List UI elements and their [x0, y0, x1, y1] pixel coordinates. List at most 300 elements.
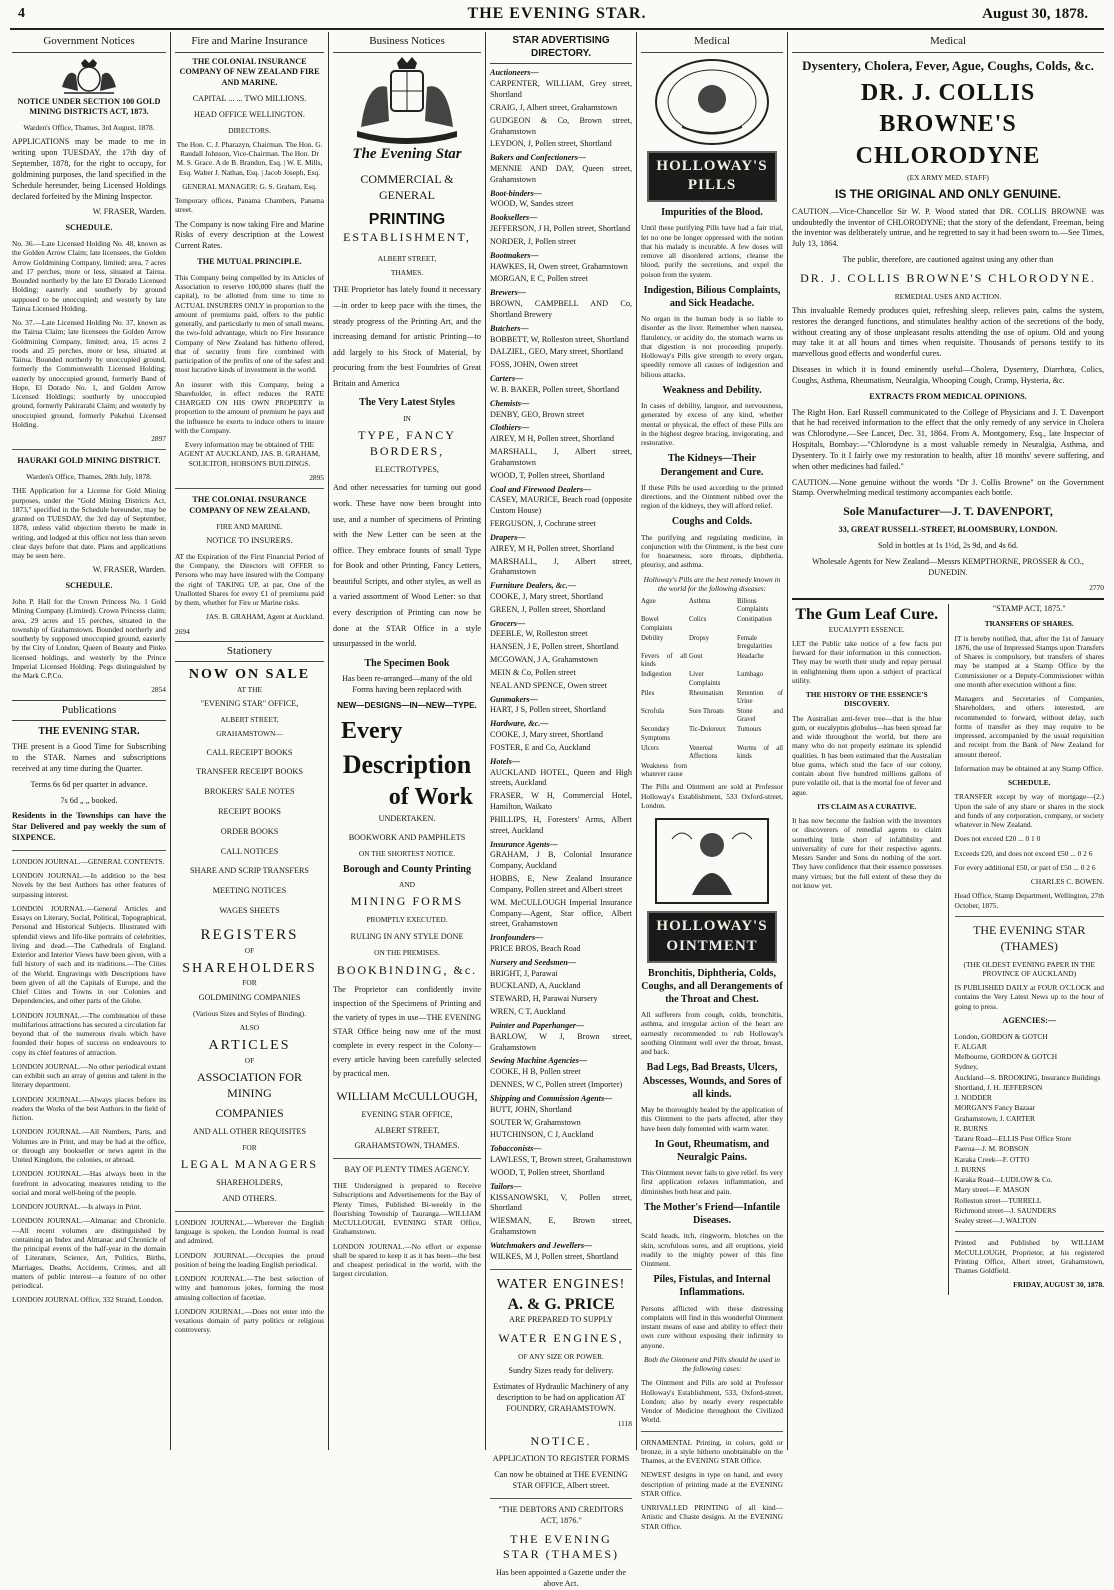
information: Information may be obtained at any Stamp Office.	[954, 763, 1104, 773]
street: ALBERT STREET,	[377, 253, 437, 263]
disease-item: Rheumatism	[689, 689, 724, 697]
remedy-body: Persons afflicted with these distressing complaints will find in this wonderful Ointment instant means of ease and ability to effect their own cure without exposing their infirmity to anyone.	[641, 1303, 783, 1350]
directory-category: Tailors—	[490, 1181, 522, 1191]
directory-category: Boot-binders—	[490, 188, 542, 198]
column-government-notices	[12, 32, 166, 1452]
directory-entry: HAWKES, H, Owen street, Grahamstown	[490, 261, 628, 271]
disease-item: Weakness from whatever cause	[641, 762, 687, 779]
bay-title: BAY OF PLENTY TIMES AGENCY.	[344, 1165, 470, 1175]
remedy-body: The purifying and regulating medicine, in conjunction with the Ointment, is the best cure for hoarseness, sore throats, diphtheria, pleurisy, and asthma.	[641, 532, 783, 570]
directors-list: The Hon. C. J. Pharazyn, Chairman. The Hon. G. Randall Johnson, Vice-Chairman. The Hon. Dr M. S. Grace. A de B. Brandon, Esq. | W. E. Mills, Esq. Walter J. Nathan, Esq. | Jacob Joseph, Esq.	[176, 139, 323, 177]
ad-number: 2770	[1089, 583, 1104, 593]
ointment-banner: HOLLOWAY'S OINTMENT	[647, 911, 777, 963]
directory-entry: COOKE, J, Mary street, Shortland	[490, 730, 604, 740]
published: IS PUBLISHED DAILY at FOUR O'CLOCK and contains the Very Latest News up to the hour of going to press.	[954, 983, 1104, 1011]
companies: COMPANIES	[215, 1106, 284, 1121]
caution-body: CAUTION.—Vice-Chancellor Sir W. P. Wood stated that DR. COLLIS BROWNE was undoubtedly the inventor of CHLORODYNE; that the story of the defendant, Freeman, being the inventor was deliberately untrue, and he regretted to say it had been sworn to.—See Times, July 13, 1864.	[792, 206, 1104, 249]
head-office: Head Office, Stamp Department, Wellington, 27th October, 1875.	[954, 891, 1104, 910]
capital: CAPITAL ... ... TWO MILLIONS.	[192, 94, 307, 103]
extracts-body: The Right Hon. Earl Russell communicated to the College of Physicians and J. T. Davenport that he had received information to the effect that the only remedy of any service in Cholera was Chlorodyne.—See Lancet, Dec. 31, 1864. From A. Montgomery, Esq., late Inspector of Hospitals, Bombay:—"Chlorodyne is a most valuable remedy in Neuralgia, Asthma, and Dysentery. To it I fairly owe my restoration to health, after 18 months' severe suffering, and when other medicines had failed."	[792, 407, 1104, 471]
schedule-item: No. 37.—Late Licensed Holding No. 37, known as the Tairua Claim; late licensees the Golden Arrow Goldmining Company, limited; area, 15 acres 2 roods and 25 perches, more or less, situated at Tairua. Bounded northerly by unoccupied ground, formerly the Commonwealth Licensed Holding; easterly by unoccupied ground, formerly Band of Hope, El Dorado No. 1, and Golden Arrow Licensed Holdings; southerly by unoccupied ground, formerly Pakirarahi Claim; and westerly by unoccupied ground, formerly Pukehui Licensed Holding.	[12, 318, 166, 429]
ad-number: 2694	[175, 626, 190, 636]
divider	[175, 1211, 324, 1212]
directory-category: Clothiers—	[490, 423, 530, 433]
notice-title: HAURAKI GOLD MINING DISTRICT.	[17, 456, 161, 466]
disease-item: Liver Complaints	[689, 671, 721, 687]
agency-item: Rolleston street—TURRELL	[954, 1195, 1042, 1205]
directory-entry: MEIN & Co, Pollen street	[490, 667, 576, 677]
holloway-ointment-engraving-icon	[652, 815, 772, 907]
agency-item: Karaka Road—LUDLOW & Co.	[954, 1175, 1053, 1185]
mining-forms: MINING FORMS	[350, 894, 464, 909]
agency-item: London, GORDON & GOTCH	[954, 1031, 1048, 1041]
ad-number: 1118	[617, 1419, 632, 1429]
directory-entry: MCGOWAN, J A, Grahamstown	[490, 655, 599, 665]
coat-of-arms-icon	[347, 57, 467, 143]
column-business-notices	[333, 32, 481, 1452]
electrotypes-heading: ELECTROTYPES,	[375, 464, 439, 474]
printing-heading: PRINTING	[368, 210, 446, 228]
directory-category: Gunmakers—	[490, 694, 538, 704]
divider	[12, 449, 166, 450]
directory-category: Brewers—	[490, 288, 526, 298]
ad-number: 2897	[151, 434, 166, 444]
estimates: Estimates of Hydraulic Machinery of any description to be had on application AT FOUNDRY, GRAHAMSTOWN.	[493, 1381, 629, 1413]
directory-entry: NEAL AND SPENCE, Owen street	[490, 680, 607, 690]
now-on-sale: NOW ON SALE	[188, 667, 311, 683]
agency-item: Shortland, J. H. JEFFERSON	[954, 1082, 1043, 1092]
journal-ad: LONDON JOURNAL.—Almanac and Chronicle.—All recent volumes are distinguished by containing an Index and Almanac and Chronicle of the principal events of the half-year in the domain of Literature, Science, Art, Politics, Births, Marriages, Deaths, Accidents, Crimes, and all matters of public interest—a feature of no other periodical.	[12, 1216, 166, 1291]
price-title: A. & G. PRICE	[507, 1296, 615, 1313]
agency-item: Karaka Creek—F. OTTO	[954, 1154, 1030, 1164]
disease-item: Ague	[641, 598, 656, 606]
remedy-heading: Indigestion, Bilious Complaints, and Sick Headache.	[643, 284, 781, 309]
divider	[490, 1498, 632, 1499]
gum-body: LET the Public take notice of a few facts put forward for their information in this connection. They may be worth their study and repay perusal in enlightening them upon a subject of practical utility.	[792, 638, 942, 685]
agency-item: J. NODDER	[954, 1093, 992, 1103]
inner-divider	[948, 604, 949, 1295]
ad-number: 2895	[309, 472, 324, 482]
sale-item: SHARE AND SCRIP TRANSFERS	[190, 866, 309, 876]
ad-number: 2854	[151, 685, 166, 695]
directory-entry: AIREY, M H, Pollen street, Shortland	[490, 543, 615, 553]
agency-item: F. ALGAR	[954, 1041, 987, 1051]
column-divider	[328, 32, 329, 1450]
directory-category: Sewing Machine Agencies—	[490, 1056, 588, 1066]
specimen-body: Has been re-arranged—many of the old Forms having been replaced with	[342, 673, 472, 694]
claim-body: It has now become the fashion with the inventors or discoverers of remedial agents to claim something little short of infallibility and universality of cure for their respective agents. Messrs Sander and Sons do nothing of the sort. They have confidence that their essence possesses many virtues; but the full extent of these they do not know yet.	[792, 816, 942, 890]
directory-entry: COOKE, H B, Pollen street	[490, 1067, 581, 1077]
directory-category: Furniture Dealers, &c.—	[490, 581, 576, 591]
disease-item: Indigestion	[641, 671, 672, 679]
word-for: FOR	[242, 978, 257, 988]
directory-entry: FRASER, W H, Commercial Hotel, Hamilton, Waikato	[490, 791, 632, 812]
section-header: Medical	[641, 32, 783, 53]
notice-body: APPLICATIONS may be made to me in writing upon TUESDAY, the 17th day of September, 1878, for the right to occupy, for goldmining purposes, the land specified in the Schedule hereunder, being Licensed Holdings declared forfeited by the Mining Inspector.	[12, 137, 166, 201]
owner-town: GRAHAMSTOWN, THAMES.	[354, 1141, 460, 1151]
column-insurance	[175, 32, 324, 1452]
history-body: The Australian anti-fever tree—that is the blue gum, or eucalyptus globulus—has been spread far and wide throughout the world, but there are many who do not properly estimate its splendid qualities. It has been estimated that the Australian blue gums, which stud the face of our colony, contain about five hundred millions gallons of pure volatile oil, that is the mortal foe of fever and ague.	[792, 713, 942, 797]
journal-ad: LONDON JOURNAL.—In addition to the best Novels by the best Authors has other features of surpassing interest.	[12, 871, 166, 899]
disease-item: Piles	[641, 689, 655, 697]
disease-item: Headache	[737, 653, 764, 661]
bay-body: THE Undersigned is prepared to Receive Subscriptions and Advertisements for the Bay of Plenty Times, Published Bi-weekly in the flourishing Township of Tauranga.—WILLIAM McCULLOUGH, EVENING STAR Office, Grahamstown.	[333, 1181, 481, 1237]
office-name: "EVENING STAR" OFFICE,	[200, 699, 299, 709]
schedule-heading: SCHEDULE.	[65, 223, 113, 233]
section-header: Publications	[12, 700, 166, 722]
directory-entry: BOBBETT, W, Rolleston street, Shortland	[490, 334, 629, 344]
journal-ad: LONDON JOURNAL.—Always places before its readers the Works of the best Authors in the field of fiction.	[12, 1094, 166, 1123]
journal-ad: LONDON JOURNAL.—The best selection of witty and humorous jokes, forming the most amusing collection of facetiae.	[175, 1274, 324, 1302]
directory-category: Bootmakers—	[490, 250, 539, 260]
page-number: 4	[18, 6, 25, 21]
water-engines-title: WATER ENGINES!	[496, 1276, 626, 1292]
disease-item: Fevers of all kinds	[641, 653, 687, 669]
remedy-heading: Piles, Fistulas, and Internal Inflammations.	[653, 1274, 771, 1299]
sole-manufacturer: Sole Manufacturer—J. T. DAVENPORT,	[843, 504, 1053, 519]
wholesale-agents: Wholesale Agents for New Zealand—Messrs KEMPTHORNE, PROSSER & CO., DUNEDIN.	[812, 556, 1084, 577]
sale-item: BROKERS' SALE NOTES	[204, 787, 295, 797]
agency-item: Grahamstown, J. CARTER	[954, 1113, 1035, 1123]
description-heading: Description	[342, 750, 472, 780]
directory-entry: DALZIEL, GEO, Mary street, Shortland	[490, 347, 624, 357]
printing-body: THE Proprietor has lately found it necessary—in order to keep pace with the times, the steady progress of the Printing Art, and the increasing demand for artistic Printing—to add largely to his Stock of Material, by procuring from the best Foundries of Great Britain and America	[333, 285, 481, 388]
directory-entry: MORGAN, E C, Pollen street	[490, 274, 588, 284]
signature: JAS. B. GRAHAM, Agent at Auckland.	[205, 612, 324, 622]
remedy-body: Until these purifying Pills have had a fair trial, let no one be longer oppressed with the notion that his malady is incurable. A few doses will remove all disordered actions, cleanse the blood, purify the secretions, and expel the poison from the system.	[641, 223, 783, 279]
gum-title: The Gum Leaf Cure.	[795, 605, 939, 623]
journal-ad: LONDON JOURNAL.—The combination of these multifarious attractions has secured a circulation far beyond that of the numerous rivals which have founded their hopes of success on endeavours to copy its chief features of attraction.	[12, 1010, 166, 1057]
oldest-note: (THE OLDEST EVENING PAPER IN THE PROVINCE OF AUCKLAND)	[963, 959, 1095, 978]
goldmining: GOLDMINING COMPANIES	[198, 992, 301, 1002]
directory-category: Shipping and Commission Agents—	[490, 1093, 613, 1103]
legal-managers: LEGAL MANAGERS	[180, 1157, 319, 1172]
ruling: RULING IN ANY STYLE DONE	[350, 932, 464, 942]
schedule-item: No. 36.—Late Licensed Holding No. 48, known as the Golden Arrow Claim; late licensees, the Golden Arrow Goldmining Company, limited; area, 7 acres and 17 perches, more or less, situated at Tairua. Bounded northerly by the late El Dorado Licensed Holding; easterly and southerly by ground supposed to be unoccupied; and westerly by late Tairua Licensed Holding.	[12, 239, 166, 313]
directory-entry: COOKE, J, Mary street, Shortland	[490, 591, 604, 601]
directory-category: Watchmakers and Jewellers—	[490, 1240, 593, 1250]
directory-category: Insurance Agents—	[490, 839, 558, 849]
shareholders-line: SHAREHOLDERS,	[216, 1178, 283, 1188]
directory-category: Tobacconists—	[490, 1144, 542, 1154]
publication-title: THE EVENING STAR.	[38, 726, 140, 738]
directory-entry: LAWLESS, T, Brown street, Grahamstown	[490, 1155, 632, 1165]
owner-street: ALBERT STREET,	[374, 1125, 440, 1135]
column-directory	[490, 32, 632, 1589]
remedy-body: If these Pills be used according to the printed directions, and the Ointment rubbed over the region of the kidneys, they will afford relief.	[641, 482, 783, 511]
mutual-heading: THE MUTUAL PRINCIPLE.	[197, 257, 302, 267]
directory-entry: BUTT, JOHN, Shortland	[490, 1104, 572, 1114]
directory-category: Nursery and Seedsmen—	[490, 957, 576, 967]
terms: Terms 6s 6d per quarter in advance.	[30, 779, 148, 789]
divider	[12, 850, 166, 851]
lower-right-block	[792, 598, 1104, 1295]
styles-heading: The Very Latest Styles	[359, 397, 455, 409]
divider	[333, 1158, 481, 1159]
company-title: THE COLONIAL INSURANCE COMPANY OF NEW ZEALAND FIRE AND MARINE.	[179, 56, 320, 88]
disease-item: Venereal Affections	[689, 744, 718, 760]
royal-crest-icon	[54, 57, 124, 95]
obtained: Can now be obtained at THE EVENING STAR OFFICE, Albert street.	[494, 1470, 628, 1491]
notice-title: NOTICE.	[530, 1433, 592, 1448]
agency-item: J. BURNS	[954, 1164, 986, 1174]
advertising-directory	[490, 68, 632, 1262]
directory-category: Booksellers—	[490, 213, 538, 223]
sale-item: CALL NOTICES	[220, 846, 279, 856]
directory-entry: FOSTER, E and Co, Auckland	[490, 742, 591, 752]
directory-entry: GREEN, J, Pollen street, Shortland	[490, 604, 606, 614]
directory-category: Hotels—	[490, 756, 521, 766]
eucalypti: EUCALYPTI ESSENCE.	[828, 624, 905, 634]
fire-marine: FIRE AND MARINE.	[216, 521, 283, 531]
notice-title: NOTICE UNDER SECTION 100 GOLD MINING DISTRICTS ACT, 1873.	[17, 96, 161, 117]
directory-category: Chemists—	[490, 398, 530, 408]
sale-item: TRANSFER RECEIPT BOOKS	[196, 767, 303, 777]
word-for: FOR	[242, 1143, 257, 1153]
newest-ad: NEWEST designs in type on hand, and every description of printing made at the EVENING STAR Office.	[641, 1470, 783, 1498]
column-divider	[485, 32, 486, 1450]
paper-name: The Evening Star	[352, 145, 462, 162]
remedy-body: No organ in the human body is so liable to disorder as the liver. Remember when nausea, flatulency, or acidity do, the stomach warns us that digestion is not proceeding properly. Holloway's Pills give strength to every organ, speedily remove all causes of indigestion and bilious attacks.	[641, 314, 783, 379]
imprint-date: FRIDAY, AUGUST 30, 1878.	[1013, 1280, 1104, 1290]
and-others: AND OTHERS.	[222, 1194, 277, 1203]
registers-title: REGISTERS	[200, 926, 299, 943]
directory-entry: MENNIE AND DAY, Queen street, Grahamstown	[490, 164, 632, 184]
notice-heading: NOTICE TO INSURERS.	[206, 536, 293, 546]
agency-item: Mary street—F. MASON	[954, 1185, 1030, 1195]
sold-note: The Ointment and Pills are sold at Professor Holloway's Establishment, 533, Oxford-street, London; also by nearly every respectable Vendor of Medicine throughout the Civilized World.	[641, 1378, 783, 1425]
directory-entry: DENBY, GEO, Brown street	[490, 409, 585, 419]
establishment-heading: ESTABLISHMENT,	[343, 230, 471, 245]
public-caution: The public, therefore, are cautioned against using any other than	[842, 255, 1054, 265]
remedy-heading: The Kidneys—Their Derangement and Cure.	[660, 453, 764, 478]
street: ALBERT STREET,	[220, 715, 279, 725]
commercial-heading: COMMERCIAL & GENERAL	[360, 172, 454, 203]
chlorodyne-brand: DR. J. COLLIS BROWNE'S CHLORODYNE	[855, 79, 1041, 170]
type-heading: TYPE, FANCY BORDERS,	[358, 427, 456, 458]
directory-entry: PRICE BROS, Beach Road	[490, 944, 581, 953]
directory-entry: MARSHALL, J, Albert street, Grahamstown	[490, 447, 632, 467]
town: GRAHAMSTOWN—	[216, 729, 283, 739]
printing-body: The Proprietor can confidently invite inspection of the Specimens of Printing and the variety of types in use—THE EVENING STAR Office being now one of the most complete in every respect in the Colony—every article having been carefully selected by practical men.	[333, 985, 481, 1079]
directory-entry: FERGUSON, J, Cochrane street	[490, 519, 596, 529]
directory-entry: WIESMAN, E, Brown street, Grahamstown	[490, 1216, 632, 1237]
remedy-body: All sufferers from cough, colds, bronchitis, asthma, and irregular action of the heart are earnestly recommended to rub Holloway's soothing Ointment well over the throat, breast, and back.	[641, 1010, 783, 1057]
journal-ad: LONDON JOURNAL.—No other periodical extant can exhibit such an array of genius and talent in the literary department.	[12, 1061, 166, 1090]
journal-ad: LONDON JOURNAL.—Is always in Print.	[12, 1202, 142, 1212]
directory-category: Grocers—	[490, 618, 526, 628]
directory-category: Ironfounders—	[490, 933, 544, 943]
remedy-body: May be thoroughly healed by the application of this Ointment to the parts affected, after they have been duly fomented with warm water.	[641, 1105, 783, 1133]
head-office: HEAD OFFICE WELLINGTON.	[194, 109, 305, 119]
divider	[175, 488, 324, 489]
terms-booked: 7s 6d „ „ booked.	[60, 795, 118, 805]
directory-entry: BUCKLAND, A, Auckland	[490, 981, 581, 991]
managers-body: Managers and Secretaries of Companies, Shareholders, and others interested, are recommended to forward, without delay, such forms of transfer as they may require to be impressed, accompanied by the usual requisition and receipt from the Bank of New Zealand for amount thereof.	[954, 694, 1104, 759]
owner-office: EVENING STAR OFFICE,	[361, 1109, 453, 1119]
word-of: OF	[244, 945, 255, 955]
section-header: Government Notices	[12, 32, 166, 53]
directory-entry: BROWN, CAMPBELL AND Co, Shortland Brewery	[490, 299, 632, 319]
section-header: Business Notices	[333, 32, 481, 53]
directory-category: Drapers—	[490, 532, 526, 542]
disease-item: Sore Throats	[689, 708, 724, 716]
schedule-heading: SCHEDULE.	[65, 581, 113, 591]
journal-ad: LONDON JOURNAL.—Wherever the English language is spoken, the London Journal is read and admired.	[175, 1217, 324, 1246]
sale-item: MEETING NOTICES	[212, 886, 287, 896]
gum-leaf-ad	[792, 604, 942, 1295]
publication-body: THE present is a Good Time for Subscribing to the STAR. Names and subscriptions received at any time during the Quarter.	[12, 742, 166, 773]
brand-line: DR. J. COLLIS BROWNE'S CHLORODYNE.	[800, 270, 1096, 285]
disease-item: Gout	[689, 653, 703, 661]
section-header: Stationery	[175, 641, 324, 663]
insurance-body: The Company is now taking Fire and Marine Risks of every description at the Lowest Current Rates.	[175, 219, 324, 251]
articles-title: ARTICLES	[208, 1038, 291, 1054]
directors-heading: DIRECTORS.	[228, 125, 271, 135]
disease-item: Ulcers	[641, 744, 659, 752]
divider	[641, 1431, 783, 1432]
es-title: THE EVENING STAR (THAMES)	[973, 922, 1086, 953]
directory-entry: GUDGEON & Co, Brown street, Grahamstown	[490, 115, 632, 136]
masthead	[0, 0, 1114, 30]
directory-entry: AIREY, M H, Pollen street, Shortland	[490, 434, 615, 444]
caution-body: CAUTION.—None genuine without the words "Dr J. Collis Browne" on the Government Stamp. Overwhelming medical testimony accompanies each bottle.	[792, 477, 1104, 498]
directory-entry: PHILLIPS, H, Foresters' Arms, Albert street, Auckland	[490, 814, 632, 835]
schedule-item: John P. Hall for the Crown Princess No. 1 Gold Mining Company (Limited). Crown Princess claim; area, 29 acres and 15 perches, situated in the township of Grahamstown. Bounded northerly and southerly by supposed unoccupied ground, easterly by the City of London, Queen of Beauty and Pinko licensed holdings, and westerly by the Prince Imperial Licensed Holding. Pegs distinguished by the Mark C.P.Co.	[12, 597, 166, 681]
extracts-heading: EXTRACTS FROM MEDICAL OPINIONS.	[869, 391, 1027, 401]
disease-item: Scrofula	[641, 708, 665, 716]
company-title: THE COLONIAL INSURANCE COMPANY OF NEW ZEALAND,	[189, 495, 310, 516]
sale-item: WAGES SHEETS	[219, 906, 280, 916]
directory-entry: DEEBLE, W, Rolleston street	[490, 629, 588, 639]
temporary-offices: Temporary offices, Panama Chambers, Panama street.	[175, 196, 324, 215]
directory-entry: GRAHAM, J B, Colonial Insurance Company, Auckland	[490, 850, 632, 871]
journal-ad: LONDON JOURNAL.—General Articles and Essays on Literary, Social, Political, Topographical, Personal and Historical Subjects. Illustrated with splendid views and life-like portraits of celebrities, living and dead.—The Cathedrals of England. Exterior and Interior Views have been given, with a full history of each and its traditions.—The Cities of the World. Engravings with Descriptions have been given of all the Capitals of Europe, and the Chief Cities and Towns in our Colonies and Dependencies, and other parts of the Globe.	[12, 903, 166, 1006]
word-and: AND	[398, 880, 415, 890]
history-heading: THE HISTORY OF THE ESSENCE'S DISCOVERY.	[805, 690, 928, 709]
column-divider	[787, 32, 788, 1450]
town: THAMES.	[390, 268, 424, 278]
agency-item: Tararu Road—ELLIS Post Office Store	[954, 1134, 1072, 1144]
journal-ad: LONDON JOURNAL.—Has always been in the forefront in advocating measures tending to the social and moral well-being of the people.	[12, 1169, 166, 1197]
directory-category: Carters—	[490, 374, 524, 384]
agency-item: Richmond street—J. SAUNDERS	[954, 1205, 1057, 1215]
disease-line: Dysentery, Cholera, Fever, Ague, Coughs, Colds, &c.	[802, 57, 1094, 73]
divider	[955, 1231, 1105, 1232]
directory-entry: AUCKLAND HOTEL, Queen and High streets, Auckland	[490, 767, 632, 788]
promptly: PROMPTLY EXECUTED.	[366, 915, 448, 925]
agency-item: Sealey street—J. WALTON	[954, 1216, 1037, 1226]
disease-item: Colics	[689, 616, 707, 624]
disease-item: Bilious Complaints	[737, 598, 769, 614]
remedial-body: This invaluable Remedy produces quiet, refreshing sleep, relieves pain, calms the system, restores the deranged functions, and stimulates healthy action of the secretions of the body, without creating any of those unpleasant results attending the use of opium. Old and young may take it at all hours and times when requisite. Thousands of persons testify to its marvellous good effects and wonderful cures.	[792, 305, 1104, 359]
remedy-heading: Impurities of the Blood.	[661, 207, 763, 219]
genuine-heading: IS THE ORIGINAL AND ONLY GENUINE.	[834, 186, 1062, 201]
insurance-body: An insurer with this Company, being a Shareholder, in effect reduces the RATE CHARGED ON HIS OWN PROPERTY in proportion to the amount of premium he pays and the influence he exerts to induce others to insure with the Company.	[175, 379, 324, 435]
directory-entry: JEFFERSON, J H, Pollen street, Shortland	[490, 224, 631, 234]
premises: ON THE PREMISES.	[374, 948, 440, 958]
army-note: (EX ARMY MED. STAFF)	[907, 172, 989, 182]
column-medical-holloway	[641, 32, 783, 1531]
of-any-size: OF ANY SIZE OR POWER.	[518, 1351, 604, 1361]
fee-row: For every additional £50, or part of £50 ... 0 2 6	[954, 862, 1096, 872]
directory-entry: FOSS, JOHN, Owen street	[490, 360, 579, 370]
disease-item: Worms of all kinds	[737, 744, 783, 760]
directory-entry: MARSHALL, J, Albert street, Grahamstown	[490, 556, 632, 577]
word-in: IN	[403, 413, 411, 423]
directory-entry: BARLOW, W J, Brown street, Grahamstown	[490, 1031, 632, 1052]
directory-entry: DENNES, W C, Pollen street (Importer)	[490, 1080, 623, 1090]
stamp-act-ad	[955, 604, 1105, 1295]
journal-footer: LONDON JOURNAL Office, 332 Strand, London.	[12, 1295, 164, 1305]
section-header: Fire and Marine Insurance	[175, 32, 324, 53]
directory-entry: WOOD, T, Pollen street, Shortland	[490, 1167, 605, 1177]
specimen-heading: The Specimen Book	[364, 657, 450, 669]
sold-note: The Pills and Ointment are sold at Professor Holloway's Establishment, 533 Oxford-street, London.	[641, 782, 783, 810]
transfers-heading: TRANSFERS OF SHARES.	[984, 619, 1074, 629]
directory-entry: LEYDON, J, Pollen street, Shortland	[490, 139, 612, 149]
binding-note: (Various Sizes and Styles of Binding).	[193, 1008, 306, 1018]
shareholders-title: SHAREHOLDERS	[182, 961, 317, 977]
journal-ad: LONDON JOURNAL.—Does not enter into the vexatious domain of party politics or religious controversy.	[175, 1306, 324, 1335]
directory-entry: SOUTER W, Grahamstown	[490, 1117, 581, 1127]
directory-entry: CARPENTER, WILLIAM, Grey street, Shortland	[490, 79, 632, 100]
journal-ad: LONDON JOURNAL.—No effort or expense shall be spared to keep it as it has been—the best and cheapest periodical in the world, with the largest circulation.	[333, 1241, 481, 1279]
remedy-heading: Bronchitis, Diphtheria, Colds, Coughs, and all Derangements of the Throat and Chest.	[641, 967, 783, 1006]
agency-item: Auckland—S. BROOKING, Insurance Buildings	[954, 1072, 1101, 1082]
sale-item: CALL RECEIPT BOOKS	[206, 747, 293, 757]
gazette: Has been appointed a Gazette under the above Act.	[495, 1568, 627, 1589]
disease-item: Secondary Symptoms	[641, 726, 671, 742]
directory-category: Painter and Paperhanger—	[490, 1020, 585, 1030]
remedy-heading: Coughs and Colds.	[671, 516, 753, 528]
unrivalled-ad: UNRIVALLED PRINTING of all kind—Artistic and Chaste designs. At the EVENING STAR Office.	[641, 1503, 783, 1531]
directory-entry: WOOD, W, Sandes street	[490, 199, 574, 209]
stamp-body: IT is hereby notified, that, after the 1st of January 1876, the use of Impressed Stamps upon Transfers of Shares is compulsory, but transfers of shares may be stamped at a Stamp Office by the Commissioner or a Deputy-Commissioner within one month after execution without a fine.	[954, 633, 1104, 689]
borough-heading: Borough and County Printing	[343, 863, 471, 875]
directory-category: Bakers and Confectioners—	[490, 153, 586, 163]
manufacturer-address: 33, GREAT RUSSELL-STREET, BLOOMSBURY, LONDON.	[838, 525, 1058, 535]
directory-entry: CRAIG, J, Albert street, Grahamstown	[490, 102, 618, 112]
schedule-heading: SCHEDULE.	[1007, 778, 1051, 788]
at-the: AT THE	[237, 684, 262, 694]
word-of: OF	[244, 1055, 255, 1065]
journal-ad: LONDON JOURNAL.—Occupies the proud position of being the leading English periodical.	[175, 1250, 324, 1269]
column-divider	[636, 32, 637, 1450]
undertaken: UNDERTAKEN.	[378, 814, 436, 824]
wardens-office: Warden's Office, Thames, 3rd August, 1878.	[23, 123, 155, 133]
stamp-title: "STAMP ACT, 1875."	[992, 603, 1066, 613]
agency-item: R. BURNS	[954, 1123, 988, 1133]
agent-info: Every information may be obtained of THE AGENT AT AUCKLAND, JAS. B. GRAHAM, SOLICITOR, HOBSON'S BUILDINGS.	[178, 440, 321, 468]
directory-entry: CASEY, MAURICE, Beach road (opposite Custom House)	[490, 495, 632, 516]
divider	[955, 916, 1105, 917]
agency-item: Paeroa—J. M. ROBSON	[954, 1144, 1029, 1154]
agencies-list	[955, 1032, 1105, 1226]
bookwork: BOOKWORK AND PAMPHLETS	[348, 832, 466, 842]
ornamental-ad: ORNAMENTAL Printing, in colors, gold or bronze, in a style hitherto unobtainable on the Thames, at the EVENING STAR Office.	[641, 1437, 783, 1466]
masthead-rule	[10, 28, 1104, 30]
debtors-act: "THE DEBTORS AND CREDITORS ACT, 1876."	[498, 1504, 624, 1525]
disease-item: Tic-Doloreux	[689, 726, 726, 734]
directory-entry: STEWARD, H, Parawai Nursery	[490, 994, 598, 1004]
disease-item: Female Irregularities	[737, 634, 773, 650]
fee-row: Exceeds £20, and does not exceed £50 ... 0 2 6	[954, 848, 1093, 858]
requisites: AND ALL OTHER REQUISITES	[192, 1127, 307, 1137]
schedule-body: TRANSFER except by way of mortgage—(2.) Upon the sale of any share or shares in the stock and funds of any corporation, company, or society whatever in New Zealand.	[954, 792, 1104, 830]
remedy-heading: In Gout, Rheumatism, and Neuralgic Pains.	[654, 1138, 770, 1163]
general-manager: GENERAL MANAGER: G. S. Graham, Esq.	[182, 181, 317, 191]
